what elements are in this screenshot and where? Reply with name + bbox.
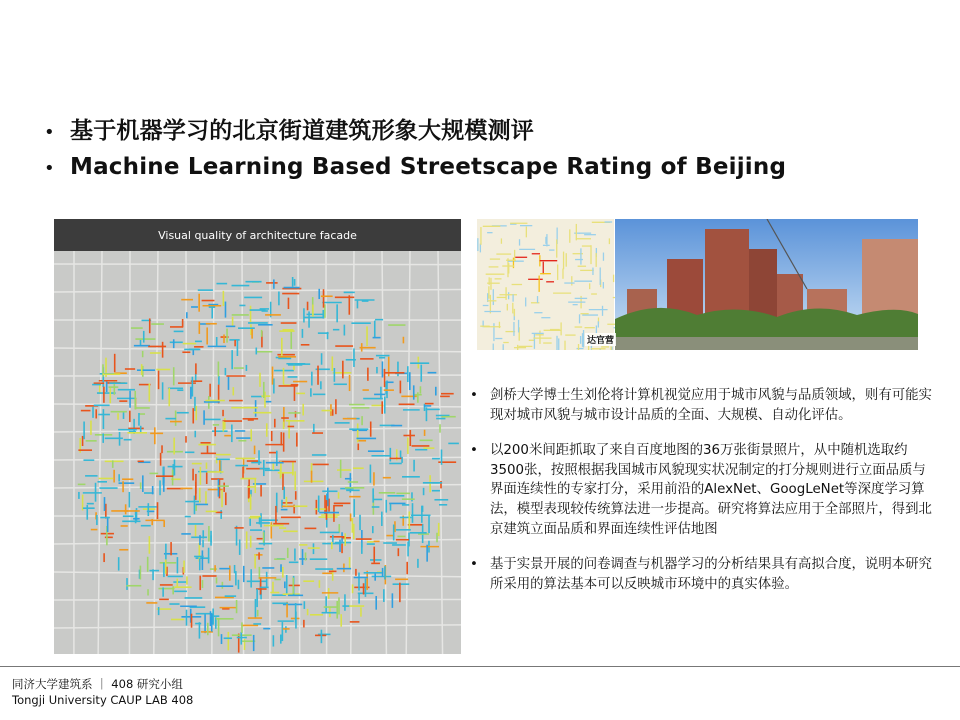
bullet-marker: • xyxy=(470,388,478,403)
map-road xyxy=(54,264,461,265)
map-graphic xyxy=(54,219,461,654)
street-photo-panel xyxy=(477,219,918,350)
footer-org-zh: 同济大学建筑系 ｜ 408 研究小组 xyxy=(12,677,183,691)
title-en-item xyxy=(44,154,786,196)
description-text: 以200米间距抓取了来自百度地图的36万张街景照片，从中随机选取约3500张，按照根据我国城市风貌现实状况制定的打分规则进行立面品质与界面连续性的专家打分，采用前沿的AlexNet、GoogLeNet等深度学习算法，模型表现较传统算法进一步提高。研究将算法应用于全部照片，得到北京建筑立面品质和界面连续性评估地图 xyxy=(490,443,932,537)
description-item xyxy=(466,386,936,425)
photo-graphic xyxy=(477,219,918,350)
footer-divider xyxy=(0,666,960,667)
description-item xyxy=(466,555,936,594)
map-title: Visual quality of architecture facade xyxy=(158,229,357,242)
title-en: Machine Learning Based Streetscape Rating of Beijing xyxy=(70,154,787,180)
title-zh-item xyxy=(44,112,786,154)
slide-title xyxy=(44,112,786,196)
inset-location-label: 达官营 xyxy=(585,333,616,346)
bullet-marker: • xyxy=(44,122,55,143)
description-item xyxy=(466,441,936,539)
bullet-marker: • xyxy=(470,557,478,573)
bullet-marker: • xyxy=(470,443,478,459)
map-road xyxy=(129,251,130,654)
description-text: 剑桥大学博士生刘伦将计算机视觉应用于城市风貌与品质领域，则有可能实现对城市风貌与城市设计品质的全面、大规模、自动化评估。 xyxy=(490,388,932,423)
map-road xyxy=(54,375,461,376)
title-zh: 基于机器学习的北京街道建筑形象大规模测评 xyxy=(70,118,534,144)
description-list xyxy=(466,386,936,610)
bullet-marker: • xyxy=(44,158,55,179)
photo-ground xyxy=(615,337,918,350)
footer xyxy=(12,676,193,708)
facade-quality-map xyxy=(54,219,461,654)
footer-org-en: Tongji University CAUP LAB 408 xyxy=(12,693,194,707)
description-text: 基于实景开展的问卷调查与机器学习的分析结果具有高拟合度，说明本研究所采用的算法基本可以反映城市环境中的真实体验。 xyxy=(490,557,932,592)
